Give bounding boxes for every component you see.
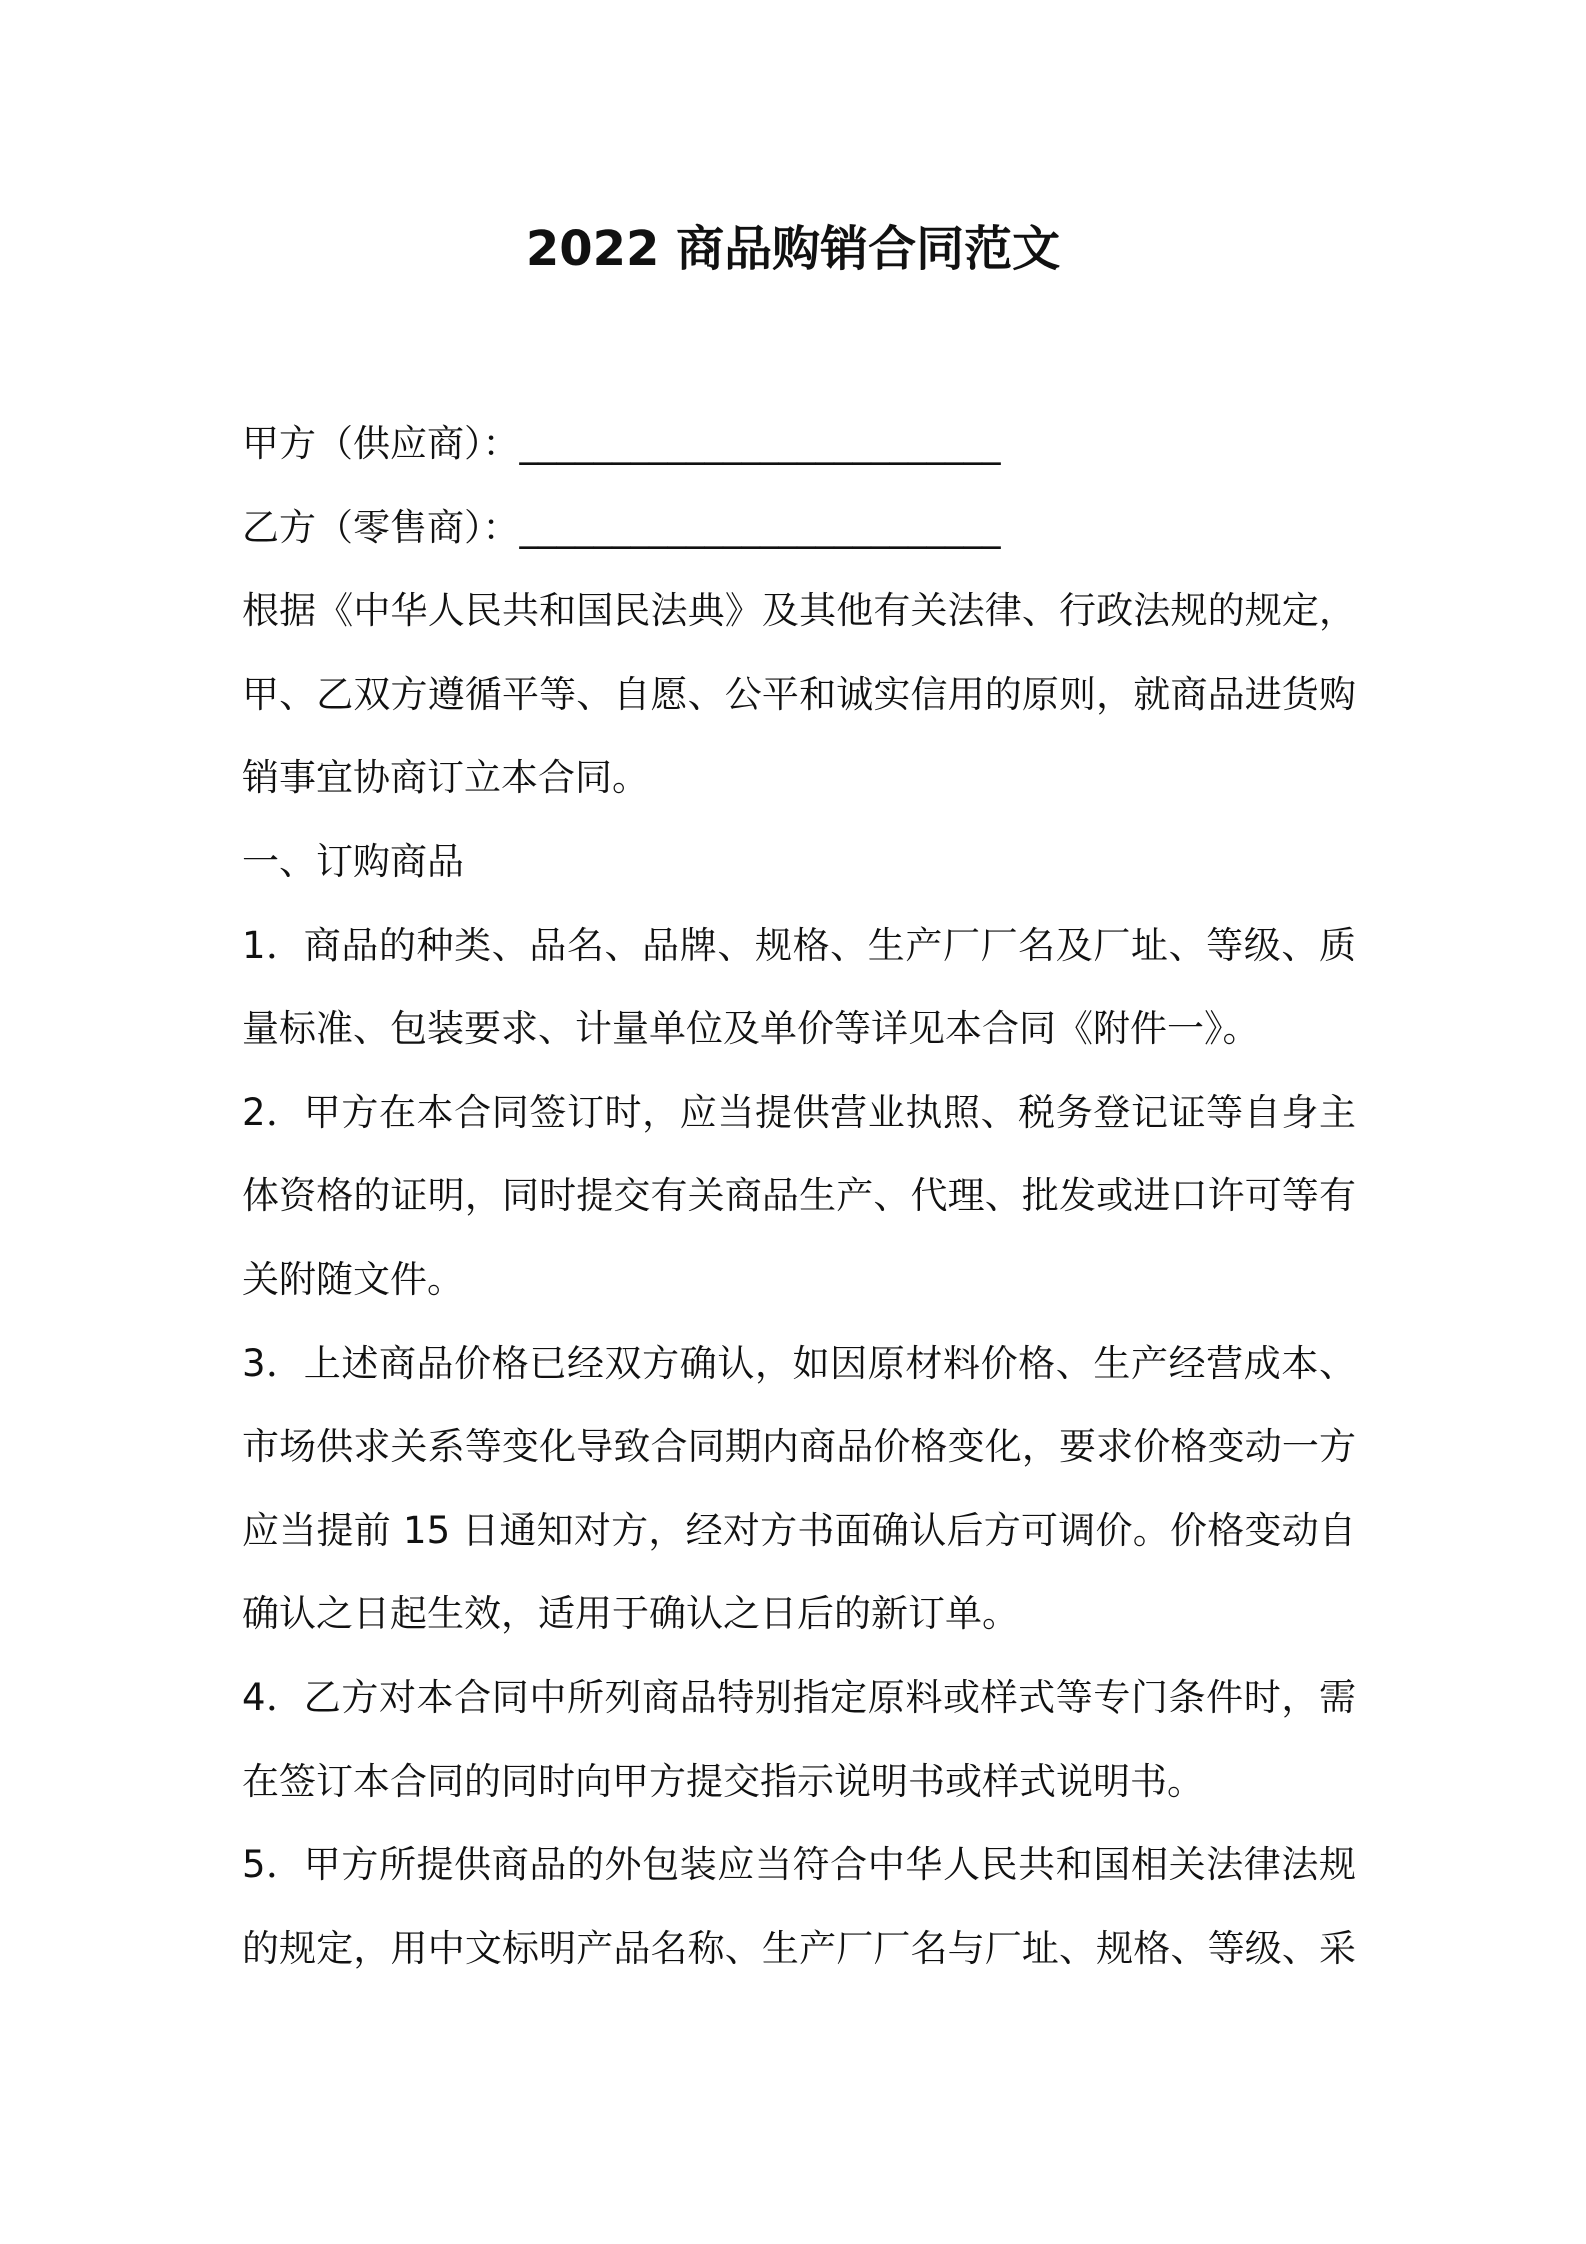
text-line: 根据《中华人民共和国民法典》及其他有关法律、行政法规的规定，	[242, 589, 1356, 633]
party-a-label: 甲方（供应商）：	[242, 422, 520, 465]
party-a-blank: __________________________	[519, 422, 1001, 465]
document-title: 2022 商品购销合同范文	[525, 221, 1061, 277]
text-line: 在签订本合同的同时向甲方提交指示说明书或样式说明书。	[242, 1759, 1204, 1803]
text-line: 2．甲方在本合同签订时，应当提供营业执照、税务登记证等自身主	[242, 1090, 1356, 1134]
text-line: 应当提前 15 日通知对方，经对方书面确认后方可调价。价格变动自	[242, 1508, 1356, 1552]
text-line: 关附随文件。	[242, 1257, 464, 1301]
text-line: 5．甲方所提供商品的外包装应当符合中华人民共和国相关法律法规	[242, 1843, 1356, 1887]
text-line: 销事宜协商订立本合同。	[242, 756, 649, 800]
document-body	[242, 402, 1356, 1990]
text-line: 一、订购商品	[242, 839, 464, 883]
text-line: 3．上述商品价格已经双方确认，如因原材料价格、生产经营成本、	[242, 1341, 1356, 1385]
party-b-blank: __________________________	[519, 505, 1001, 549]
text-line: 市场供求关系等变化导致合同期内商品价格变化，要求价格变动一方	[242, 1425, 1356, 1469]
text-line: 1．商品的种类、品名、品牌、规格、生产厂厂名及厂址、等级、质	[242, 923, 1356, 967]
party-a-line	[242, 402, 1356, 486]
text-line: 甲、乙双方遵循平等、自愿、公平和诚实信用的原则，就商品进货购	[242, 672, 1356, 716]
party-b-line	[242, 486, 1356, 570]
text-line: 量标准、包装要求、计量单位及单价等详见本合同《附件一》。	[242, 1007, 1260, 1051]
text-line: 4．乙方对本合同中所列商品特别指定原料或样式等专门条件时，需	[242, 1675, 1356, 1719]
text-line: 体资格的证明，同时提交有关商品生产、代理、批发或进口许可等有	[242, 1174, 1356, 1218]
text-line: 确认之日起生效，适用于确认之日后的新订单。	[242, 1592, 1019, 1636]
party-b-label: 乙方（零售商）：	[242, 505, 520, 549]
text-line: 的规定，用中文标明产品名称、生产厂厂名与厂址、规格、等级、采	[242, 1926, 1356, 1970]
